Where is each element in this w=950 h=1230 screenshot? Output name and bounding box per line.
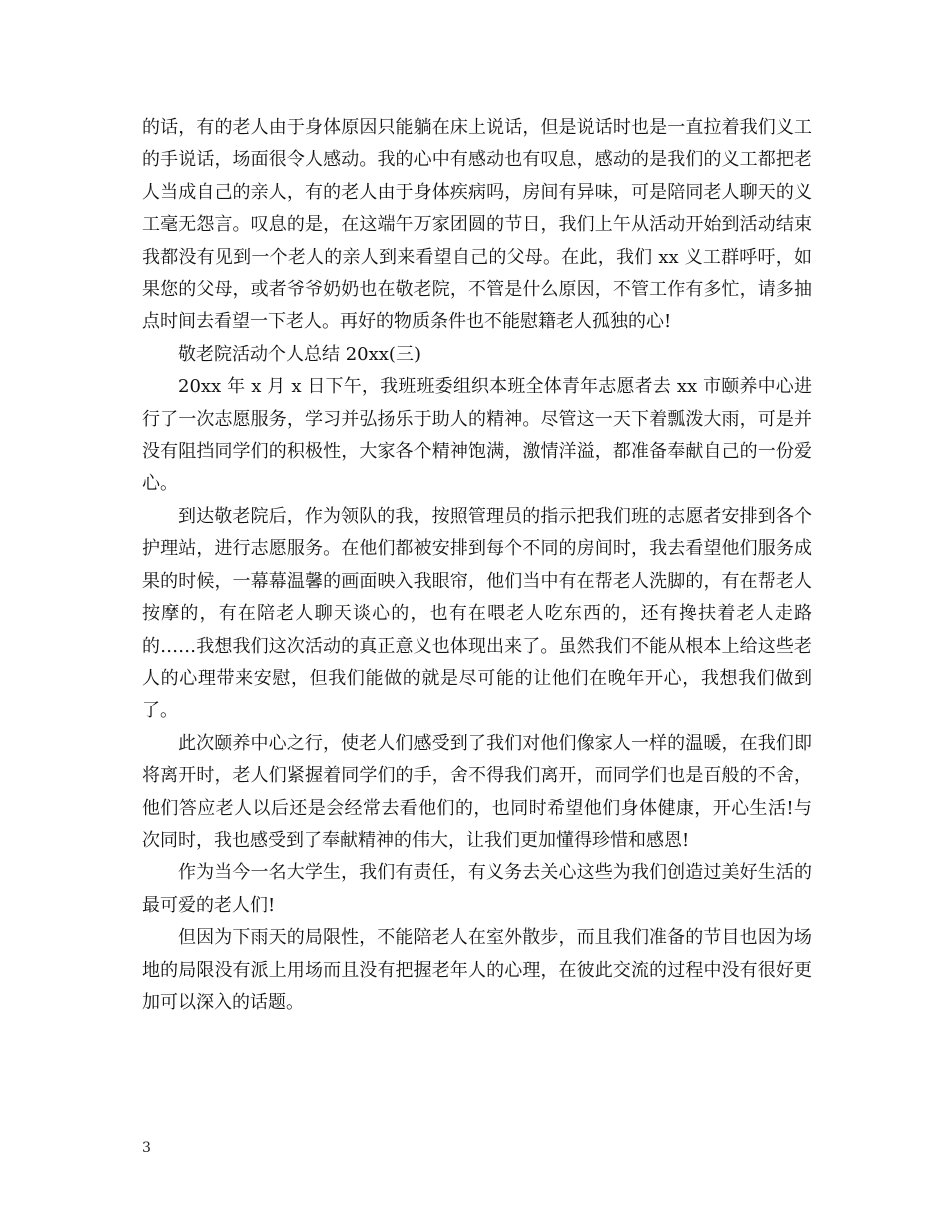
- paragraph: 但因为下雨天的局限性，不能陪老人在室外散步，而且我们准备的节目也因为场地的局限没有派上用场而且没有把握老年人的心理，在彼此交流的过程中没有很好更加可以深入的话题。: [142, 927, 812, 1013]
- paragraph-continued: 的话，有的老人由于身体原因只能躺在床上说话，但是说话时也是一直拉着我们义工的手说话，场面很令人感动。我的心中有感动也有叹息，感动的是我们的义工都把老人当成自己的亲人，有的老人由于身体疾病吗，房间有异味，可是陪同老人聊天的义工毫无怨言。叹息的是，在这端午万家团圆的节日，我们上午从活动开始到活动结束我都没有见到一个老人的亲人到来看望自己的父母。在此，我们 xx 义工群呼吁，如果您的父母，或者爷爷奶奶也在敬老院，不管是什么原因，不管工作有多忙，请多抽点时间去看望一下老人。再好的物质条件也不能慰籍老人孤独的心!: [142, 117, 812, 333]
- paragraph: 作为当今一名大学生，我们有责任，有义务去关心这些为我们创造过美好生活的最可爱的老人们!: [142, 862, 812, 916]
- section-heading: 敬老院活动个人总结 20xx(三): [178, 343, 421, 365]
- paragraph: 此次颐养中心之行，使老人们感受到了我们对他们像家人一样的温暖，在我们即将离开时，老人们紧握着同学们的手，舍不得我们离开，而同学们也是百般的不舍，他们答应老人以后还是会经常去看他们的，也同时希望他们身体健康，开心生活!与次同时，我也感受到了奉献精神的伟大，让我们更加懂得珍惜和感恩!: [142, 732, 812, 851]
- page-number: 3: [142, 1140, 151, 1156]
- paragraph: 20xx 年 x 月 x 日下午，我班班委组织本班全体青年志愿者去 xx 市颐养中心进行了一次志愿服务，学习并弘扬乐于助人的精神。尽管这一天下着瓢泼大雨，可是并没有阻挡同学们的积极性，大家各个精神饱满，激情洋溢，都准备奉献自己的一份爱心。: [142, 376, 812, 495]
- paragraph: 到达敬老院后，作为领队的我，按照管理员的指示把我们班的志愿者安排到各个护理站，进行志愿服务。在他们都被安排到每个不同的房间时，我去看望他们服务成果的时候，一幕幕温馨的画面映入我眼帘，他们当中有在帮老人洗脚的，有在帮老人按摩的，有在陪老人聊天谈心的，也有在喂老人吃东西的，还有搀扶着老人走路的……我想我们这次活动的真正意义也体现出来了。虽然我们不能从根本上给这些老人的心理带来安慰，但我们能做的就是尽可能的让他们在晚年开心，我想我们做到了。: [142, 505, 812, 722]
- document-body: [142, 112, 812, 1019]
